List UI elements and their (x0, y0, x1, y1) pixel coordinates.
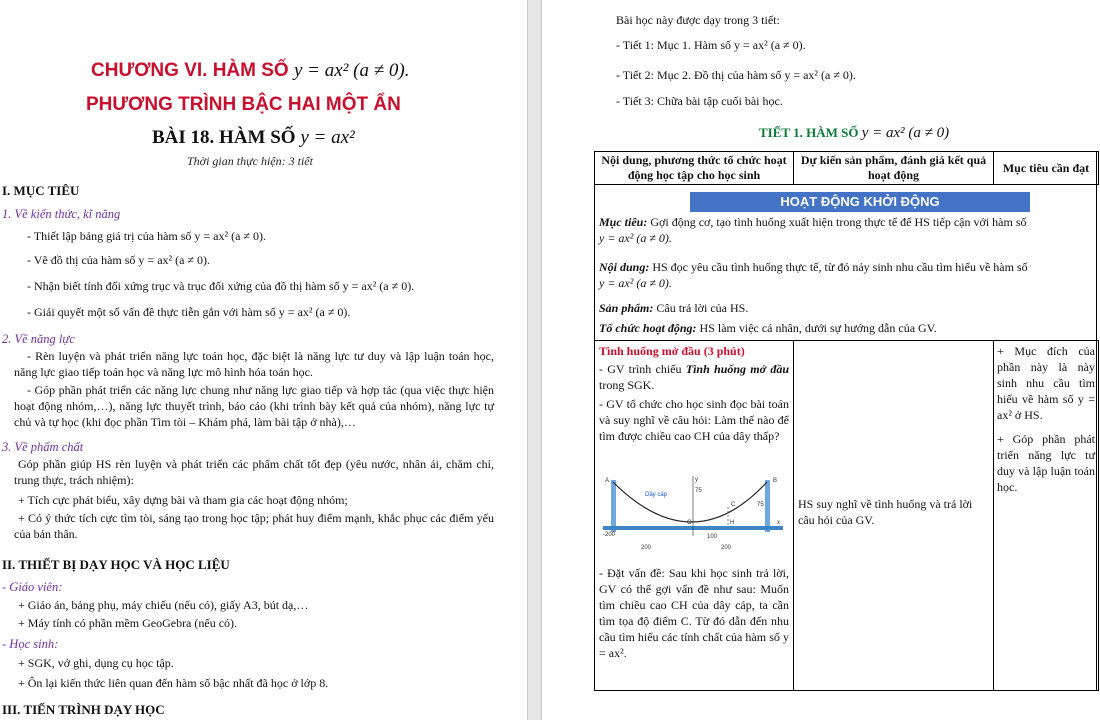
situation-title: Tình huống mở đầu (3 phút) (599, 344, 745, 358)
section-process: III. TIẾN TRÌNH DẠY HỌC (2, 702, 165, 717)
knowledge-item-3: - Nhận biết tính đối xứng trục và trục đối xứng của đồ thị hàm số y = ax² (a ≠ 0). (27, 279, 415, 293)
competency-item-1: - Rèn luyện và phát triển năng lực toán học, đặc biệt là năng lực tư duy và lập luận toán học, năng lực giao tiếp toán học và năng lực mô hình hóa toán học. (14, 349, 494, 379)
label-b: B (773, 478, 778, 484)
student-item-2: + Ôn lại kiến thức liên quan đến hàm số bậc nhất đã học ở lớp 8. (18, 676, 329, 690)
subsection-knowledge: 1. Về kiến thức, kĩ năng (2, 207, 121, 221)
activity-bar: HOẠT ĐỘNG KHỞI ĐỘNG (690, 192, 1030, 212)
knowledge-item-4: - Giải quyết một số vấn đề thực tiễn gắn với hàm số y = ax² (a ≠ 0). (27, 305, 351, 319)
expected-product: HS suy nghĩ về tình huống và trả lời câu hỏi của GV. (798, 497, 973, 527)
left-page (0, 0, 528, 720)
label-h: H (730, 520, 735, 526)
header-product: Dự kiến sản phẩm, đánh giá kết quả hoạt động (793, 151, 994, 185)
bridge-figure (603, 474, 783, 554)
chapter-title: CHƯƠNG VI. HÀM SỐ y = ax² (a ≠ 0). (91, 60, 410, 81)
tiet-2: - Tiết 2: Mục 2. Đồ thị của hàm số y = ax² (a ≠ 0). (616, 68, 856, 82)
student-label: - Học sinh: (2, 637, 59, 651)
teacher-label: - Giáo viên: (2, 580, 63, 594)
section-objectives: I. MỤC TIÊU (2, 183, 80, 198)
label-y: y (695, 477, 698, 483)
goal-purpose: + Mục đích của phần này là này sinh nhu cầu tìm hiểu về hàm số y = ax² ở HS. (997, 344, 1095, 422)
label-75-side: 75 (757, 502, 764, 508)
section-equipment: II. THIẾT BỊ DẠY HỌC VÀ HỌC LIỆU (2, 557, 230, 572)
label-75-top: 75 (695, 488, 702, 494)
lesson-intro: Bài học này được dạy trong 3 tiết: (616, 13, 780, 27)
organization-row: Tổ chức hoạt động: HS làm việc cá nhân, dưới sự hướng dẫn của GV. (599, 321, 937, 335)
duration: Thời gian thực hiện: 3 tiết (187, 154, 313, 168)
situation-step-2: - GV tổ chức cho học sinh đọc bài toán và suy nghĩ về câu hỏi: Làm thế nào để tìm được chiều cao CH của dây thấp? (599, 397, 789, 443)
subsection-qualities: 3. Về phẩm chất (2, 440, 84, 454)
objective-row: Mục tiêu: Gợi động cơ, tạo tình huống xuất hiện trong thực tế để HS tiếp cận với hàm số y = ax² (a ≠ 0). (599, 215, 1027, 245)
lesson-title: BÀI 18. HÀM SỐ y = ax² (152, 127, 355, 148)
qualities-intro: Góp phần giúp HS rèn luyện và phát triển các phẩm chất tốt đẹp (yêu nước, nhân ái, chăm chỉ, trung thực, trách nhiệm): (14, 457, 494, 487)
header-goal: Mục tiêu cần đạt (993, 151, 1099, 185)
right-page (541, 0, 1100, 720)
teacher-item-2: + Máy tính có phần mềm GeoGebra (nếu có). (18, 616, 238, 630)
tower-left (611, 480, 616, 532)
label-200-left: 200 (641, 545, 652, 551)
tiet-heading: TIẾT 1. HÀM SỐ y = ax² (a ≠ 0) (759, 125, 950, 141)
header-content: Nội dung, phương thức tổ chức hoạt động học tập cho học sinh (594, 151, 794, 185)
student-item-1: + SGK, vở ghi, dụng cụ học tập. (18, 656, 174, 670)
goal-competency: + Góp phần phát triển năng lực tư duy và lập luận toán học. (997, 432, 1095, 494)
subsection-competency: 2. Về năng lực (2, 332, 75, 346)
situation-step-1: - GV trình chiếu Tình huống mở đầu trong SGK. (599, 362, 789, 392)
label-cable: Dây cáp (645, 492, 668, 498)
qualities-item-1: + Tích cực phát biểu, xây dựng bài và tham gia các hoạt động nhóm; (18, 493, 348, 507)
label-200-right: 200 (721, 545, 732, 551)
knowledge-item-1: - Thiết lập bảng giá trị của hàm số y = ax² (a ≠ 0). (27, 229, 266, 243)
lesson-table (594, 151, 1097, 691)
tiet-1: - Tiết 1: Mục 1. Hàm số y = ax² (a ≠ 0). (616, 38, 806, 52)
label-x: x (777, 520, 780, 526)
label-a: A (605, 478, 610, 484)
knowledge-item-2: - Vẽ đồ thị của hàm số y = ax² (a ≠ 0). (27, 253, 211, 267)
label-o: O (687, 520, 692, 526)
label-minus-200: -200 (603, 532, 616, 538)
qualities-item-2: + Có ý thức tích cực tìm tòi, sáng tạo trong học tập; phát huy điểm mạnh, khắc phục các điểm yếu của bản thân. (14, 511, 494, 541)
situation-step-3: - Đặt vấn đề: Sau khi học sinh trả lời, GV có thể gợi vấn đề như sau: Muốn tìm chiều cao CH của dây cáp, ta cần tìm tọa độ điểm C. Từ đó dẫn đến nhu cầu tìm hiểu các tính chất của hàm số y = ax². (599, 566, 789, 660)
label-c: C (731, 502, 736, 508)
tower-right (765, 480, 770, 532)
competency-item-2: - Góp phần phát triển các năng lực chung như năng lực giao tiếp và hợp tác (qua việc thực hiện hoạt động nhóm,…), năng lực thuyết trình, báo cáo (khi trình bày kết quả của nhóm), năng lực tự chủ và tự học (khi đọc phần Tìm tòi – Khám phá, làm bài tập ở nhà),… (14, 383, 494, 429)
label-100: 100 (707, 534, 718, 540)
tiet-3: - Tiết 3: Chữa bài tập cuối bài học. (616, 94, 783, 108)
teacher-item-1: + Giáo án, bảng phụ, máy chiếu (nếu có), giấy A3, bút dạ,… (18, 598, 309, 612)
product-row: Sản phẩm: Câu trả lời của HS. (599, 301, 749, 315)
content-row: Nội dung: HS đọc yêu cầu tình huống thực tế, từ đó nảy sinh nhu cầu tìm hiểu về hàm số y = ax² (a ≠ 0). (599, 260, 1028, 290)
chapter-subtitle: PHƯƠNG TRÌNH BẬC HAI MỘT ẨN (86, 94, 401, 115)
